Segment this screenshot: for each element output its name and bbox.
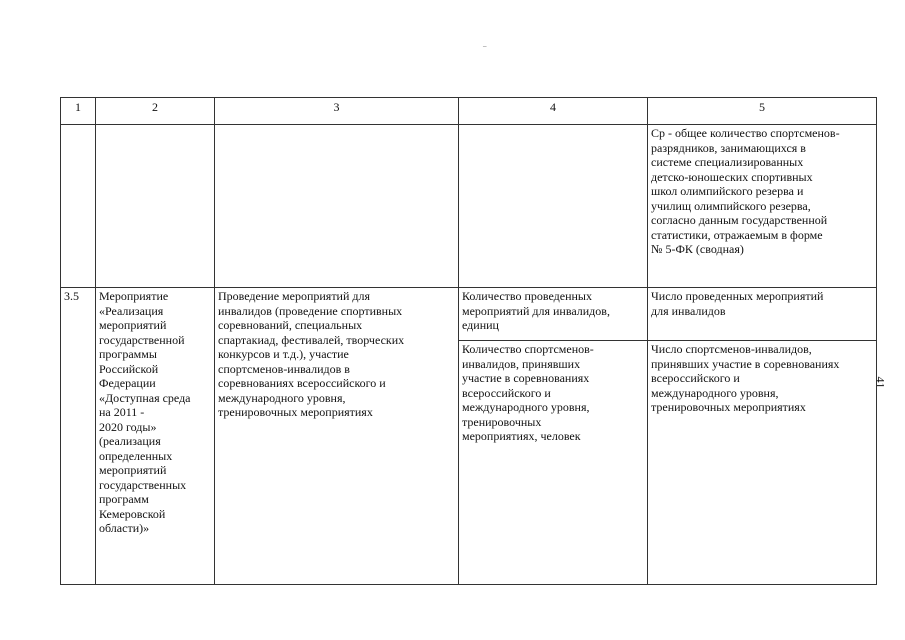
method-events-count: Число проведенных мероприятий для инвалидов xyxy=(648,288,877,341)
method-athletes-count: Число спортсменов-инвалидов, принявших участие в соревнованиях всероссийского и международного уровня, тренировочных мероприятиях xyxy=(648,341,877,585)
page-number: 41 xyxy=(873,376,888,389)
table-row-continuation xyxy=(61,125,877,288)
indicators-table xyxy=(60,97,877,585)
event-name: Мероприятие «Реализация мероприятий государственной программы Российской Федерации «Доступная среда на 2011 - 2020 годы» (реализация определенных мероприятий государственных программ Кемеровской области)» xyxy=(96,288,215,585)
top-page-mark: – xyxy=(483,42,488,50)
cell-empty xyxy=(96,125,215,288)
indicator-events-count: Количество проведенных мероприятий для инвалидов, единиц xyxy=(459,288,648,341)
cell-empty xyxy=(459,125,648,288)
cell-empty xyxy=(61,125,96,288)
event-description: Проведение мероприятий для инвалидов (проведение спортивных соревнований, специальных спартакиад, фестивалей, творческих конкурсов и т.д.), участие спортсменов-инвалидов в соревнованиях всероссийского и международного уровня, тренировочных мероприятиях xyxy=(215,288,459,585)
header-col-4: 4 xyxy=(459,98,648,125)
cell-empty xyxy=(215,125,459,288)
header-col-3: 3 xyxy=(215,98,459,125)
calculation-method-text: Ср - общее количество спортсменов- разрядников, занимающихся в системе специализированных детско-юношеских спортивных школ олимпийского резерва и училищ олимпийского резерва, согласно данным государственной статистики, отражаемым в форме № 5-ФК (сводная) xyxy=(648,125,877,288)
indicator-athletes-count: Количество спортсменов- инвалидов, принявших участие в соревнованиях всероссийского и международного уровня, тренировочных мероприятиях, человек xyxy=(459,341,648,585)
row-number: 3.5 xyxy=(61,288,96,585)
header-col-1: 1 xyxy=(61,98,96,125)
table-row-3-5 xyxy=(61,288,877,341)
table-header-row xyxy=(61,98,877,125)
header-col-5: 5 xyxy=(648,98,877,125)
header-col-2: 2 xyxy=(96,98,215,125)
